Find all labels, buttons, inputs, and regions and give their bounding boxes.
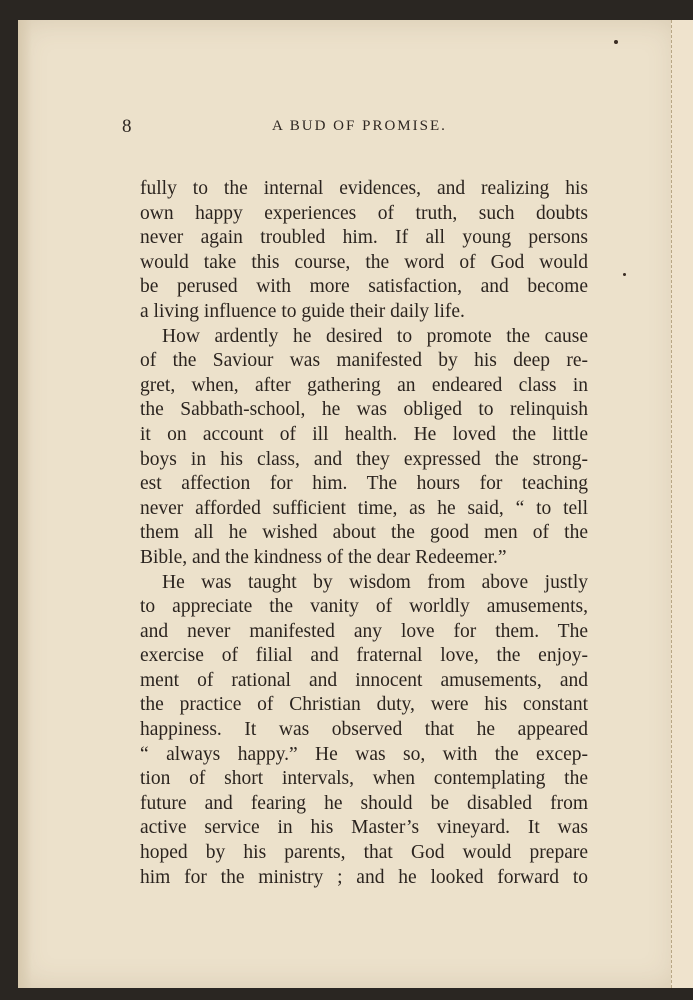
text-line: gret, when, after gathering an endeared class in — [140, 374, 588, 396]
text-line: own happy experiences of truth, such doubts — [140, 202, 588, 224]
text-line: the Sabbath-school, he was obliged to relinquish — [140, 399, 588, 421]
page-header — [122, 116, 582, 140]
gutter-shadow — [18, 20, 32, 988]
text-line: never afforded sufficient time, as he said, “ to tell — [140, 497, 588, 519]
text-line: him for the ministry ; and he looked forward to — [140, 866, 588, 888]
text-line: and never manifested any love for them. The — [140, 620, 588, 642]
text-line: ment of rational and innocent amusements, and — [140, 669, 588, 691]
running-title: A BUD OF PROMISE. — [272, 118, 447, 134]
text-line: future and fearing he should be disabled from — [140, 792, 588, 814]
text-line: it on account of ill health. He loved the little — [140, 423, 588, 445]
text-line: tion of short intervals, when contemplating the — [140, 768, 588, 790]
text-line: active service in his Master’s vineyard. It was — [140, 817, 588, 839]
paper-speck — [614, 40, 618, 44]
text-line: boys in his class, and they expressed the strong- — [140, 448, 588, 470]
body-text — [140, 177, 588, 890]
text-line: fully to the internal evidences, and realizing his — [140, 178, 588, 199]
text-line: “ always happy.” He was so, with the excep- — [140, 743, 588, 765]
text-line: to appreciate the vanity of worldly amusements, — [140, 596, 588, 618]
text-line: them all he wished about the good men of the — [140, 522, 588, 544]
text-line: exercise of filial and fraternal love, the enjoy- — [140, 645, 588, 667]
text-line: of the Saviour was manifested by his deep re- — [140, 350, 588, 372]
book-page — [18, 20, 678, 988]
text-line: How ardently he desired to promote the cause — [162, 325, 588, 347]
text-line: happiness. It was observed that he appeared — [140, 719, 588, 741]
text-line: hoped by his parents, that God would prepare — [140, 842, 588, 864]
paper-speck — [623, 273, 626, 276]
page-number: 8 — [122, 116, 132, 137]
text-line: would take this course, the word of God would — [140, 251, 588, 273]
text-line: a living influence to guide their daily life. — [140, 300, 465, 322]
text-line: He was taught by wisdom from above justly — [162, 571, 588, 593]
page-edge — [671, 20, 693, 988]
text-line: never again troubled him. If all young persons — [140, 227, 588, 249]
text-line: the practice of Christian duty, were his constant — [140, 694, 588, 716]
text-line: Bible, and the kindness of the dear Redeemer.” — [140, 546, 507, 568]
text-line: be perused with more satisfaction, and become — [140, 276, 588, 298]
text-line: est affection for him. The hours for teaching — [140, 473, 588, 495]
